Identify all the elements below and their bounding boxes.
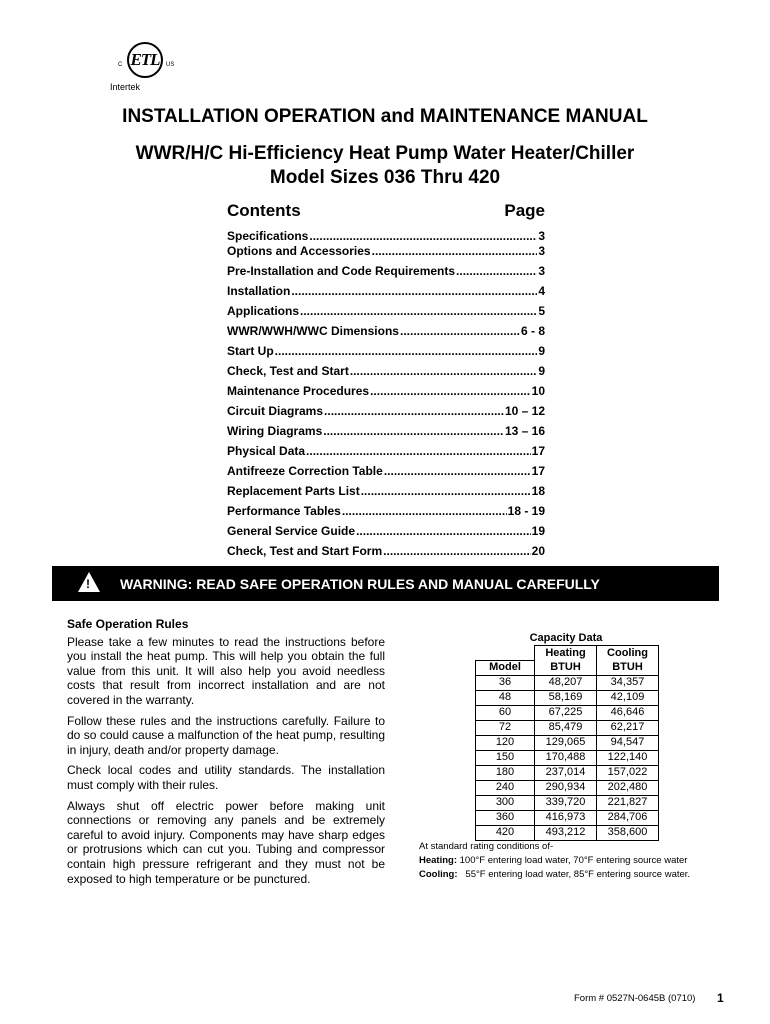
toc-page: 5 <box>538 304 545 318</box>
cell-heating: 48,207 <box>535 675 597 690</box>
table-row <box>476 825 659 840</box>
cell-model: 72 <box>476 720 535 735</box>
toc-item <box>227 243 545 263</box>
toc-item <box>227 403 545 423</box>
toc-leader <box>324 403 504 419</box>
toc-leader <box>400 323 520 339</box>
manual-title: INSTALLATION OPERATION and MAINTENANCE MANUAL <box>122 106 648 127</box>
cell-heating: 170,488 <box>535 750 597 765</box>
toc-page: 6 - 8 <box>520 324 545 338</box>
table-row <box>476 750 659 765</box>
toc-leader <box>291 283 537 299</box>
contents-heading: Contents <box>227 201 301 220</box>
cell-model: 180 <box>476 765 535 780</box>
toc-item <box>227 463 545 483</box>
product-title: WWR/H/C Hi-Efficiency Heat Pump Water Heater/Chiller <box>135 143 635 164</box>
safe-rules-paragraph: Check local codes and utility standards. The installation must comply with their rules. <box>67 763 385 792</box>
toc-item <box>227 303 545 323</box>
toc-leader <box>306 443 531 459</box>
toc-page: 3 <box>538 244 545 258</box>
toc-page: 3 <box>538 229 545 243</box>
logo-us-mark: US <box>166 62 175 68</box>
cooling-text: 55°F entering load water, 85°F entering source water. <box>457 869 691 880</box>
toc-label: Check, Test and Start <box>227 364 349 378</box>
header-model: Model <box>476 660 535 675</box>
cell-model: 36 <box>476 675 535 690</box>
cell-cooling: 202,480 <box>597 780 659 795</box>
cell-cooling: 221,827 <box>597 795 659 810</box>
heating-note <box>419 854 690 868</box>
page-number: 1 <box>717 991 724 1005</box>
warning-banner <box>52 566 719 601</box>
logo-etl-mark: ETL <box>127 42 163 78</box>
header-heating-unit: BTUH <box>535 660 597 675</box>
toc-item <box>227 423 545 443</box>
toc-item <box>227 503 545 523</box>
table-row <box>476 810 659 825</box>
cell-heating: 67,225 <box>535 705 597 720</box>
header-blank <box>476 646 535 661</box>
toc-label: Installation <box>227 284 291 298</box>
toc-label: Options and Accessories <box>227 244 371 258</box>
form-number: Form # 0527N-0645B (0710) <box>574 993 696 1004</box>
toc-item <box>227 363 545 383</box>
toc-item <box>227 343 545 363</box>
toc-leader <box>383 543 530 559</box>
toc-page: 18 <box>531 484 545 498</box>
cell-cooling: 42,109 <box>597 690 659 705</box>
toc-leader <box>342 503 507 519</box>
toc-leader <box>456 263 537 279</box>
toc-leader <box>384 463 531 479</box>
cell-heating: 416,973 <box>535 810 597 825</box>
cell-heating: 290,934 <box>535 780 597 795</box>
cell-model: 60 <box>476 705 535 720</box>
cell-cooling: 122,140 <box>597 750 659 765</box>
toc-leader <box>370 383 531 399</box>
header-cooling-unit: BTUH <box>597 660 659 675</box>
rating-notes <box>419 840 690 882</box>
toc-page: 4 <box>538 284 545 298</box>
table-row <box>476 690 659 705</box>
cell-heating: 85,479 <box>535 720 597 735</box>
toc-leader <box>300 303 537 319</box>
toc-label: Start Up <box>227 344 274 358</box>
toc-item <box>227 228 545 243</box>
cell-heating: 129,065 <box>535 735 597 750</box>
cell-heating: 58,169 <box>535 690 597 705</box>
toc-page: 3 <box>538 264 545 278</box>
capacity-title: Capacity Data <box>529 632 603 644</box>
table-of-contents <box>227 228 545 563</box>
contents-header <box>227 201 545 221</box>
toc-label: General Service Guide <box>227 524 356 538</box>
safe-rules-paragraph: Please take a few minutes to read the instructions before you install the heat pump. This will help you obtain the full value from this unit. It will also help you avoid needless costs that result from incorrect installation and are not covered in the warranty. <box>67 634 385 707</box>
toc-item <box>227 383 545 403</box>
toc-leader <box>350 363 538 379</box>
toc-page: 19 <box>531 524 545 538</box>
toc-label: Replacement Parts List <box>227 484 360 498</box>
model-sizes: Model Sizes 036 Thru 420 <box>269 167 501 188</box>
cell-heating: 237,014 <box>535 765 597 780</box>
toc-page: 10 – 12 <box>504 404 545 418</box>
toc-leader <box>356 523 531 539</box>
page-heading: Page <box>504 201 545 220</box>
toc-label: Wiring Diagrams <box>227 424 323 438</box>
cell-model: 360 <box>476 810 535 825</box>
cell-cooling: 62,217 <box>597 720 659 735</box>
toc-label: Pre-Installation and Code Requirements <box>227 264 456 278</box>
cell-cooling: 358,600 <box>597 825 659 840</box>
toc-label: Applications <box>227 304 300 318</box>
cooling-label: Cooling: <box>419 869 458 880</box>
cell-model: 48 <box>476 690 535 705</box>
toc-label: Antifreeze Correction Table <box>227 464 383 478</box>
warning-text: WARNING: READ SAFE OPERATION RULES AND MANUAL CAREFULLY <box>120 576 600 592</box>
cell-cooling: 94,547 <box>597 735 659 750</box>
table-row <box>476 780 659 795</box>
cell-cooling: 157,022 <box>597 765 659 780</box>
toc-label: Check, Test and Start Form <box>227 544 383 558</box>
logo-brand: Intertek <box>110 82 141 92</box>
toc-leader <box>323 423 504 439</box>
cell-model: 150 <box>476 750 535 765</box>
toc-page: 10 <box>531 384 545 398</box>
toc-page: 13 – 16 <box>504 424 545 438</box>
warning-symbol: ! <box>86 577 90 591</box>
capacity-table <box>475 645 659 841</box>
toc-item <box>227 523 545 543</box>
cell-heating: 339,720 <box>535 795 597 810</box>
toc-leader <box>372 243 538 259</box>
toc-item <box>227 283 545 303</box>
cell-model: 240 <box>476 780 535 795</box>
toc-page: 17 <box>531 444 545 458</box>
toc-label: Physical Data <box>227 444 306 458</box>
toc-page: 20 <box>531 544 545 558</box>
toc-label: Maintenance Procedures <box>227 384 370 398</box>
toc-page: 18 - 19 <box>507 504 545 518</box>
rating-intro: At standard rating conditions of- <box>419 841 554 852</box>
cell-cooling: 34,357 <box>597 675 659 690</box>
toc-item <box>227 263 545 283</box>
toc-label: Specifications <box>227 229 309 243</box>
table-row <box>476 720 659 735</box>
toc-page: 17 <box>531 464 545 478</box>
toc-leader <box>309 228 537 244</box>
toc-leader <box>275 343 538 359</box>
cell-model: 420 <box>476 825 535 840</box>
safe-operation-rules <box>67 617 385 892</box>
toc-page: 9 <box>538 364 545 378</box>
heating-text: 100°F entering load water, 70°F entering source water <box>457 855 688 866</box>
table-row <box>476 765 659 780</box>
cell-model: 120 <box>476 735 535 750</box>
logo-c-mark: C <box>118 62 123 68</box>
toc-label: Performance Tables <box>227 504 341 518</box>
header-heating: Heating <box>535 646 597 661</box>
toc-label: Circuit Diagrams <box>227 404 324 418</box>
toc-label: WWR/WWH/WWC Dimensions <box>227 324 399 338</box>
cell-heating: 493,212 <box>535 825 597 840</box>
toc-page: 9 <box>538 344 545 358</box>
heating-label: Heating: <box>419 855 457 866</box>
warning-triangle-icon <box>78 572 100 592</box>
safe-rules-paragraph: Follow these rules and the instructions carefully. Failure to do so could cause a malfunction of the heat pump, resulting in injury, death and/or property damage. <box>67 713 385 757</box>
header-cooling: Cooling <box>597 646 659 661</box>
table-row <box>476 735 659 750</box>
cell-cooling: 46,646 <box>597 705 659 720</box>
toc-leader <box>361 483 531 499</box>
toc-item <box>227 483 545 503</box>
safe-rules-heading: Safe Operation Rules <box>67 617 189 631</box>
safe-rules-paragraph: Always shut off electric power before making unit connections or removing any panels and be extremely careful to avoid injury. Components may have sharp edges or protrusions which can cut you. Tubing and compressor contain high pressure refrigerant and they must not be exposed to high temperature or be punctured. <box>67 798 385 886</box>
table-row <box>476 705 659 720</box>
toc-item <box>227 323 545 343</box>
table-row <box>476 795 659 810</box>
cell-model: 300 <box>476 795 535 810</box>
toc-item <box>227 443 545 463</box>
cell-cooling: 284,706 <box>597 810 659 825</box>
etl-logo <box>110 38 175 96</box>
table-row <box>476 675 659 690</box>
toc-item <box>227 543 545 563</box>
cooling-note <box>419 868 690 882</box>
